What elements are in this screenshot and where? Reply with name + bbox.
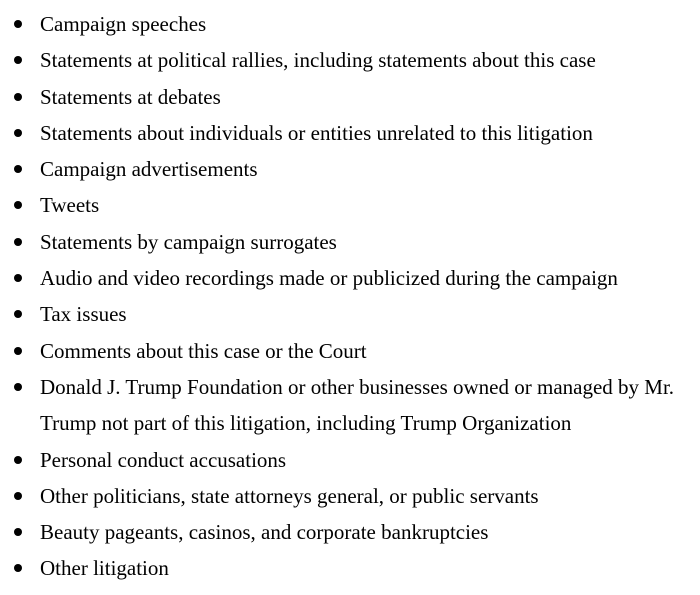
list-item-text: Other politicians, state attorneys general, or public servants (40, 483, 539, 508)
bullet-icon (14, 274, 22, 282)
bullet-icon (14, 129, 22, 137)
bullet-icon (14, 383, 22, 391)
bullet-icon (14, 347, 22, 355)
list-item (0, 369, 686, 442)
list-item-text: Tax issues (40, 302, 127, 327)
list-item (0, 6, 700, 42)
list-item (0, 478, 700, 514)
list-item (0, 550, 700, 586)
list-item (0, 442, 700, 478)
list-item-text: Campaign advertisements (40, 157, 258, 182)
bullet-icon (14, 492, 22, 500)
list-item-text: Comments about this case or the Court (40, 338, 367, 363)
list-item (0, 151, 700, 187)
document-page (0, 6, 700, 587)
list-item-text: Statements about individuals or entities unrelated to this litigation (40, 120, 593, 145)
list-item-text: Other litigation (40, 556, 169, 581)
list-item-text: Statements at political rallies, including statements about this case (40, 48, 596, 73)
list-item (0, 187, 700, 223)
bullet-icon (14, 564, 22, 572)
bullet-icon (14, 93, 22, 101)
bullet-list (0, 6, 700, 587)
list-item-text: Campaign speeches (40, 12, 207, 36)
list-item-text: Tweets (40, 193, 100, 218)
bullet-icon (14, 165, 22, 173)
list-item (0, 296, 700, 332)
list-item-text: Beauty pageants, casinos, and corporate bankruptcies (40, 520, 489, 545)
list-item (0, 224, 700, 260)
bullet-icon (14, 456, 22, 464)
bullet-icon (14, 201, 22, 209)
list-item (0, 115, 700, 151)
list-item-text: Statements by campaign surrogates (40, 229, 337, 254)
list-item-text: Donald J. Trump Foundation or other businesses owned or managed by Mr. Trump not part of this litigation, including Trump Organization (40, 374, 675, 436)
list-item (0, 333, 700, 369)
bullet-icon (14, 56, 22, 64)
bullet-icon (14, 310, 22, 318)
list-item (0, 260, 700, 296)
bullet-icon (14, 528, 22, 536)
list-item-text: Statements at debates (40, 84, 221, 109)
bullet-icon (14, 20, 22, 28)
list-item-text: Personal conduct accusations (40, 447, 287, 472)
list-item (0, 514, 700, 550)
list-item (0, 42, 700, 78)
list-item-text: Audio and video recordings made or publicized during the campaign (40, 266, 618, 291)
list-item (0, 79, 700, 115)
bullet-icon (14, 238, 22, 246)
